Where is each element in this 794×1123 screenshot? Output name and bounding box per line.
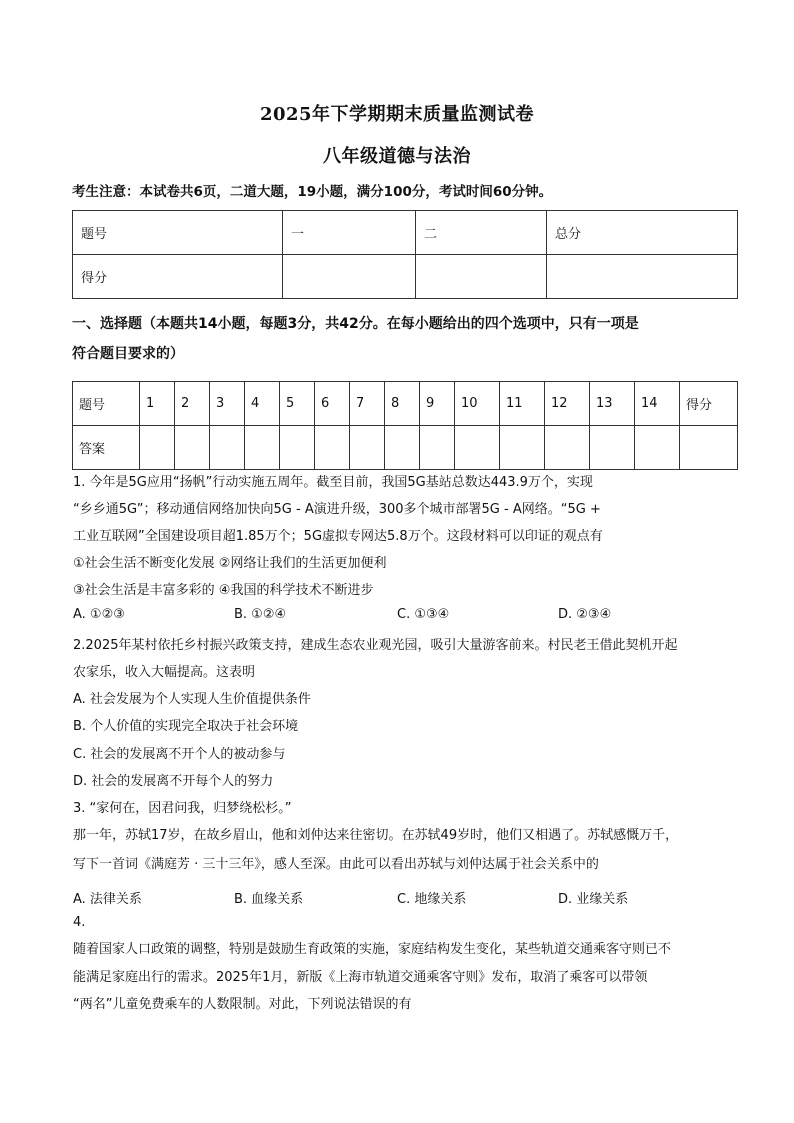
table-cell: 二 xyxy=(416,211,547,255)
question-2-text: 2.2025年某村依托乡村振兴政策支持，建成生态农业观光园，吸引大量游客前来。村民老王借此契机开起 xyxy=(73,638,678,653)
table-cell xyxy=(175,426,210,470)
question-2-option-b: B. 个人价值的实现完全取决于社会环境 xyxy=(73,719,299,734)
question-2-option-d: D. 社会的发展离不开每个人的努力 xyxy=(73,774,274,789)
table-cell: 14 xyxy=(635,382,680,426)
table-cell xyxy=(245,426,280,470)
table-cell: 答案 xyxy=(73,426,140,470)
table-cell: 题号 xyxy=(73,382,140,426)
exam-title: 2025年下学期期末质量监测试卷 xyxy=(259,104,535,125)
question-3-quote: 3. “家何在，因君问我，归梦绕松杉。” xyxy=(73,801,292,816)
table-cell xyxy=(385,426,420,470)
table-cell: 题号 xyxy=(73,211,283,255)
table-cell xyxy=(680,426,738,470)
table-cell: 3 xyxy=(210,382,245,426)
question-4-text: “两名”儿童免费乘车的人数限制。对此，下列说法错误的有 xyxy=(73,997,412,1012)
question-3-option-c: C. 地缘关系 xyxy=(397,892,467,907)
table-cell xyxy=(545,426,590,470)
table-cell: 总分 xyxy=(547,211,738,255)
table-cell: 得分 xyxy=(73,255,283,299)
table-cell xyxy=(140,426,175,470)
question-3-option-d: D. 业缘关系 xyxy=(558,892,629,907)
section-heading: 一、选择题（本题共14小题，每题3分，共42分。在每小题给出的四个选项中，只有一项是 xyxy=(72,316,639,332)
table-cell xyxy=(590,426,635,470)
question-1-option-b: B. ①②④ xyxy=(234,607,287,622)
table-cell: 8 xyxy=(385,382,420,426)
table-cell: 13 xyxy=(590,382,635,426)
score-table xyxy=(72,210,738,299)
question-3-text: 那一年，苏轼17岁，在故乡眉山，他和刘仲达来往密切。在苏轼49岁时，他们又相遇了。苏轼感慨万千， xyxy=(73,828,679,843)
table-cell: 一 xyxy=(283,211,416,255)
question-2-option-a: A. 社会发展为个人实现人生价值提供条件 xyxy=(73,692,311,707)
question-1-option-d: D. ②③④ xyxy=(558,607,612,622)
exam-notice: 考生注意：本试卷共6页，二道大题，19小题，满分100分，考试时间60分钟。 xyxy=(72,184,553,200)
table-row xyxy=(73,426,738,470)
question-1-text: 1. 今年是5G应用“扬帆”行动实施五周年。截至目前，我国5G基站总数达443.9万个，实现 xyxy=(73,475,593,490)
table-row xyxy=(73,255,738,299)
table-cell xyxy=(315,426,350,470)
question-1-option-c: C. ①③④ xyxy=(397,607,450,622)
question-1-text: “乡乡通5G”；移动通信网络加快向5G - A演进升级，300多个城市部署5G - A网络。“5G + xyxy=(73,502,601,517)
table-cell: 12 xyxy=(545,382,590,426)
question-4-number: 4. xyxy=(73,915,86,930)
table-cell: 2 xyxy=(175,382,210,426)
table-cell xyxy=(420,426,455,470)
section-heading-cont: 符合题目要求的） xyxy=(72,346,184,362)
question-2-option-c: C. 社会的发展离不开个人的被动参与 xyxy=(73,747,286,762)
question-1-option-a: A. ①②③ xyxy=(73,607,125,622)
table-cell: 4 xyxy=(245,382,280,426)
question-1-text: 工业互联网”全国建设项目超1.85万个；5G虚拟专网达5.8万个。这段材料可以印证的观点有 xyxy=(73,529,603,544)
table-cell xyxy=(416,255,547,299)
question-1-statements: ③社会生活是丰富多彩的 ④我国的科学技术不断进步 xyxy=(73,583,374,598)
table-cell xyxy=(283,255,416,299)
table-cell: 10 xyxy=(455,382,500,426)
question-2-text: 农家乐，收入大幅提高。这表明 xyxy=(73,665,256,680)
table-cell xyxy=(635,426,680,470)
exam-subject: 八年级道德与法治 xyxy=(323,146,471,167)
table-cell: 得分 xyxy=(680,382,738,426)
table-cell: 9 xyxy=(420,382,455,426)
table-cell: 1 xyxy=(140,382,175,426)
table-cell xyxy=(455,426,500,470)
table-cell xyxy=(210,426,245,470)
table-cell: 6 xyxy=(315,382,350,426)
table-cell xyxy=(280,426,315,470)
question-3-option-a: A. 法律关系 xyxy=(73,892,142,907)
table-cell xyxy=(500,426,545,470)
question-3-text: 写下一首词《满庭芳 · 三十三年》，感人至深。由此可以看出苏轼与刘仲达属于社会关系中的 xyxy=(73,857,599,872)
table-cell xyxy=(547,255,738,299)
table-cell xyxy=(350,426,385,470)
table-cell: 7 xyxy=(350,382,385,426)
table-cell: 11 xyxy=(500,382,545,426)
table-cell: 5 xyxy=(280,382,315,426)
question-1-statements: ①社会生活不断变化发展 ②网络让我们的生活更加便利 xyxy=(73,556,387,571)
question-4-text: 能满足家庭出行的需求。2025年1月，新版《上海市轨道交通乘客守则》发布，取消了乘客可以带领 xyxy=(73,970,648,985)
question-3-option-b: B. 血缘关系 xyxy=(234,892,304,907)
question-4-text: 随着国家人口政策的调整，特别是鼓励生育政策的实施，家庭结构发生变化，某些轨道交通乘客守则已不 xyxy=(73,942,672,957)
answer-table xyxy=(72,381,738,470)
table-row xyxy=(73,382,738,426)
table-row xyxy=(73,211,738,255)
